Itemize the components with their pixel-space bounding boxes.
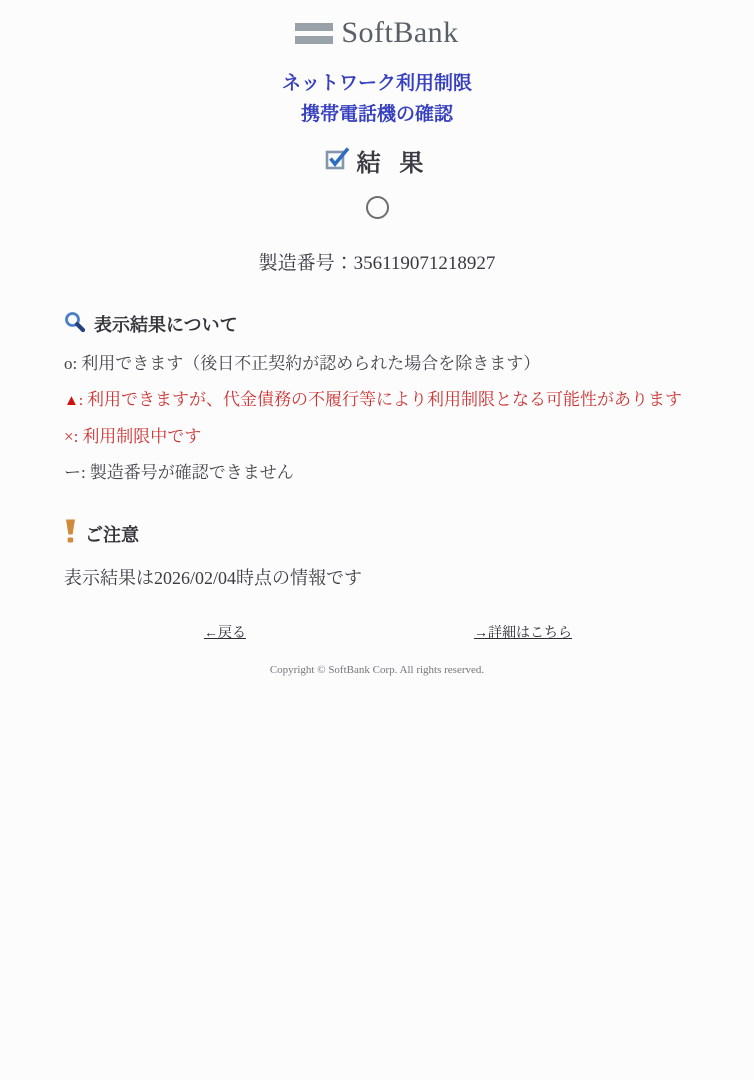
phone-check-link[interactable]: 携帯電話機の確認: [300, 104, 453, 126]
legend-item-restricted: [64, 426, 690, 447]
legend-text: 利用できますが、代金債務の不履行等により利用制限となる可能性があります: [87, 389, 683, 409]
legend-section: [64, 311, 690, 484]
result-symbol-wrap: [0, 196, 754, 219]
legend-item-ok: [64, 353, 690, 374]
legend-heading-label: 表示結果について: [94, 315, 238, 336]
notice-text: 表示結果は2026/02/04時点の情報です: [64, 568, 363, 589]
notice-heading: [64, 519, 690, 548]
result-circle-symbol: [366, 196, 389, 219]
serial-number-label: 製造番号：: [258, 252, 354, 274]
result-heading: [0, 143, 754, 178]
notice-section: [64, 519, 690, 590]
checkbox-checked-icon: [325, 145, 351, 176]
legend-text: 利用制限中です: [82, 426, 202, 446]
legend-item-unknown: [64, 462, 690, 483]
legend-text: 利用できます（後日不正契約が認められた場合を除きます）: [81, 353, 541, 373]
legend-heading: [64, 311, 690, 338]
softbank-logo: [0, 0, 754, 50]
exclamation-icon: [64, 519, 77, 548]
network-restriction-link[interactable]: ネットワーク利用制限: [281, 73, 472, 94]
notice-heading-label: ご注意: [85, 524, 139, 545]
detail-link[interactable]: →詳細はこちら: [474, 626, 572, 642]
magnifier-icon: [64, 311, 86, 338]
footer-links: [64, 622, 690, 642]
softbank-bars-icon: [295, 23, 333, 44]
legend-marker-dash: ー:: [64, 462, 86, 482]
legend-text: 製造番号が確認できません: [89, 462, 294, 482]
copyright-text: Copyright © SoftBank Corp. All rights reserved.: [269, 664, 485, 677]
serial-number-value: 356119071218927: [353, 252, 496, 274]
back-link[interactable]: ←戻る: [204, 626, 246, 642]
page-title: [0, 68, 754, 131]
result-heading-label: 結 果: [356, 149, 430, 177]
serial-number: [0, 248, 754, 275]
legend-item-warning: [64, 389, 690, 411]
legend-marker-circle: o:: [64, 353, 78, 373]
legend-marker-cross: ×:: [64, 426, 79, 446]
legend-marker-triangle: ▲:: [64, 392, 84, 409]
softbank-logo-text: SoftBank: [341, 16, 459, 49]
